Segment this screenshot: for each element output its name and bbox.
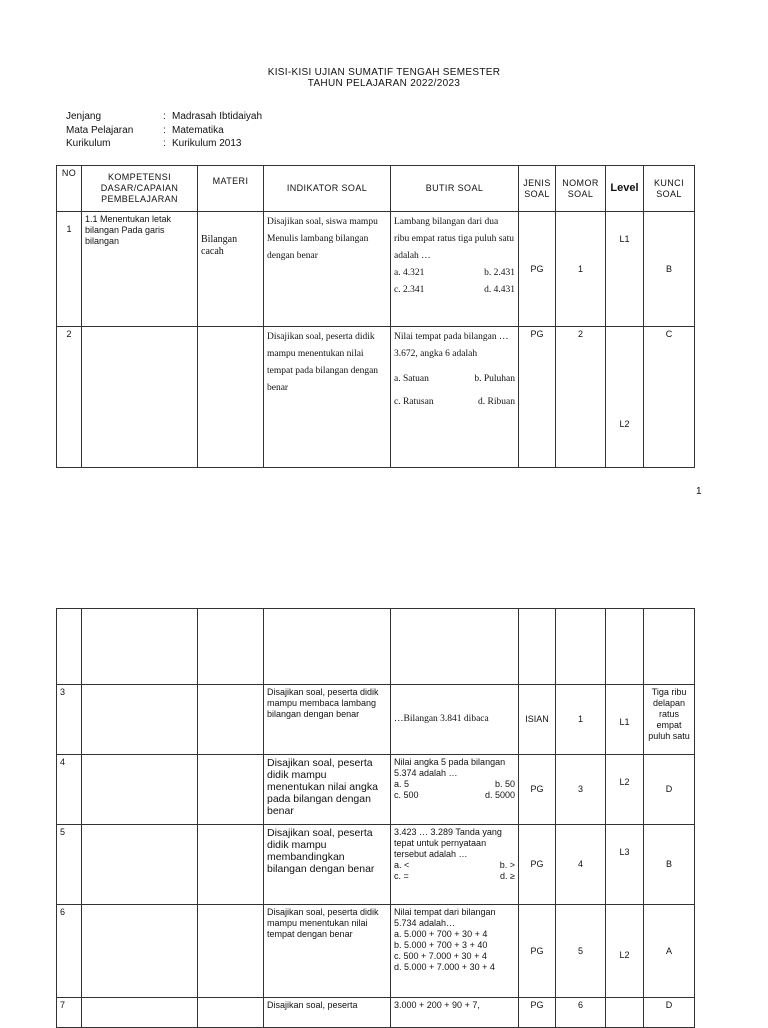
option-a: a. 5.000 + 700 + 30 + 4 bbox=[394, 929, 488, 939]
col-header-level: Level bbox=[606, 166, 644, 212]
option-d: d. ≥ bbox=[500, 871, 515, 881]
question-text: 3.423 … 3.289 Tanda yang tepat untuk pernyataan tersebut adalah … bbox=[394, 827, 502, 859]
cell-jenis: PG bbox=[519, 327, 556, 468]
option-c: c. Ratusan bbox=[394, 397, 434, 407]
table-row bbox=[57, 825, 695, 905]
cell-nomor: 3 bbox=[556, 755, 606, 825]
table-row bbox=[57, 212, 695, 327]
cell-jenis: PG bbox=[519, 825, 556, 905]
cell-butir bbox=[391, 825, 519, 905]
cell-kunci: C bbox=[644, 327, 695, 468]
cell-nomor: 4 bbox=[556, 825, 606, 905]
option-c: c. = bbox=[394, 871, 409, 881]
cell-empty bbox=[82, 609, 198, 685]
cell-jenis: ISIAN bbox=[519, 685, 556, 755]
col-header-indikator: INDIKATOR SOAL bbox=[264, 166, 391, 212]
option-a: a. 5 bbox=[394, 779, 410, 789]
cell-materi bbox=[198, 755, 264, 825]
option-c: c. 500 + 7.000 + 30 + 4 bbox=[394, 951, 487, 961]
cell-empty bbox=[57, 609, 82, 685]
cell-kompetensi bbox=[82, 825, 198, 905]
meta-value: Madrasah Ibtidaiyah bbox=[172, 111, 263, 122]
meta-separator: : bbox=[163, 111, 166, 122]
cell-level: L2 bbox=[606, 905, 644, 998]
options-ab bbox=[394, 860, 515, 871]
cell-butir: 3.000 + 200 + 90 + 7, bbox=[391, 998, 519, 1028]
kisi-kisi-table-page2 bbox=[56, 608, 695, 1028]
option-d: d. 4.431 bbox=[484, 285, 515, 295]
cell-materi bbox=[198, 685, 264, 755]
cell-no: 7 bbox=[57, 998, 82, 1028]
cell-kompetensi bbox=[82, 905, 198, 998]
cell-nomor: 1 bbox=[556, 212, 606, 327]
cell-indikator: Disajikan soal, peserta didik mampu membandingkan bilangan dengan benar bbox=[264, 825, 391, 905]
cell-level: L2 bbox=[606, 327, 644, 468]
cell-no: 4 bbox=[57, 755, 82, 825]
option-c: c. 500 bbox=[394, 790, 419, 800]
cell-kompetensi: 1.1 Menentukan letak bilangan Pada garis bilangan bbox=[82, 212, 198, 327]
cell-level bbox=[606, 998, 644, 1028]
cell-jenis: PG bbox=[519, 755, 556, 825]
cell-butir bbox=[391, 905, 519, 998]
cell-no: 5 bbox=[57, 825, 82, 905]
options-cd bbox=[394, 790, 515, 801]
meta-label: Mata Pelajaran bbox=[66, 125, 134, 136]
meta-value: Kurikulum 2013 bbox=[172, 138, 242, 149]
cell-kompetensi bbox=[82, 327, 198, 468]
cell-materi bbox=[198, 998, 264, 1028]
cell-indikator: Disajikan soal, peserta bbox=[264, 998, 391, 1028]
option-d: d. 5000 bbox=[484, 790, 515, 800]
cell-empty bbox=[644, 609, 695, 685]
cell-kunci: D bbox=[644, 998, 695, 1028]
cell-indikator: Disajikan soal, peserta didik mampu menentukan nilai tempat dengan benar bbox=[264, 905, 391, 998]
kisi-kisi-table-page1 bbox=[56, 165, 695, 468]
cell-empty bbox=[519, 609, 556, 685]
table-row bbox=[57, 327, 695, 468]
cell-indikator: Disajikan soal, peserta didik mampu menentukan nilai angka pada bilangan dengan benar bbox=[264, 755, 391, 825]
cell-jenis: PG bbox=[519, 905, 556, 998]
option-b: b. Puluhan bbox=[474, 374, 515, 384]
cell-no: 2 bbox=[57, 327, 82, 468]
cell-indikator: Disajikan soal, siswa mampu Menulis lambang bilangan dengan benar bbox=[264, 212, 391, 327]
cell-kompetensi bbox=[82, 685, 198, 755]
options-cd bbox=[394, 394, 515, 411]
cell-empty bbox=[198, 609, 264, 685]
cell-indikator: Disajikan soal, peserta didik mampu membaca lambang bilangan dengan benar bbox=[264, 685, 391, 755]
cell-kunci: B bbox=[644, 825, 695, 905]
option-d: d. Ribuan bbox=[478, 397, 515, 407]
options-ab bbox=[394, 265, 515, 282]
question-text: Nilai tempat pada bilangan …3.672, angka 6 adalah bbox=[394, 332, 509, 359]
cell-empty bbox=[606, 609, 644, 685]
option-b: b. > bbox=[499, 860, 515, 870]
col-header-materi: MATERI bbox=[198, 166, 264, 212]
cell-nomor: 2 bbox=[556, 327, 606, 468]
options-cd bbox=[394, 282, 515, 299]
cell-butir bbox=[391, 327, 519, 468]
meta-value: Matematika bbox=[172, 125, 224, 136]
meta-label: Jenjang bbox=[66, 111, 102, 122]
cell-materi: Bilangan cacah bbox=[198, 212, 264, 327]
option-a: a. 4.321 bbox=[394, 268, 425, 278]
question-text: Nilai angka 5 pada bilangan 5.374 adalah … bbox=[394, 757, 506, 778]
col-header-nomor: NOMOR SOAL bbox=[556, 166, 606, 212]
meta-label: Kurikulum bbox=[66, 138, 111, 149]
cell-kompetensi bbox=[82, 755, 198, 825]
table-row bbox=[57, 905, 695, 998]
page-number: 1 bbox=[696, 486, 702, 497]
cell-level: L1 bbox=[606, 685, 644, 755]
option-a: a. Satuan bbox=[394, 374, 429, 384]
cell-butir bbox=[391, 755, 519, 825]
table-row bbox=[57, 998, 695, 1028]
cell-butir: …Bilangan 3.841 dibaca bbox=[391, 685, 519, 755]
cell-nomor: 1 bbox=[556, 685, 606, 755]
col-header-kunci: KUNCI SOAL bbox=[644, 166, 695, 212]
table-row bbox=[57, 685, 695, 755]
options-ab bbox=[394, 779, 515, 790]
cell-no: 6 bbox=[57, 905, 82, 998]
table-row-empty bbox=[57, 609, 695, 685]
cell-nomor: 6 bbox=[556, 998, 606, 1028]
option-a: a. < bbox=[394, 860, 410, 870]
cell-empty bbox=[391, 609, 519, 685]
question-text: Nilai tempat dari bilangan 5.734 adalah… bbox=[394, 907, 496, 928]
meta-separator: : bbox=[163, 125, 166, 136]
cell-kunci: D bbox=[644, 755, 695, 825]
cell-nomor: 5 bbox=[556, 905, 606, 998]
cell-indikator: Disajikan soal, peserta didik mampu menentukan nilai tempat pada bilangan dengan benar bbox=[264, 327, 391, 468]
table-header-row bbox=[57, 166, 695, 212]
cell-empty bbox=[556, 609, 606, 685]
cell-kunci: A bbox=[644, 905, 695, 998]
table-row bbox=[57, 755, 695, 825]
option-b: b. 5.000 + 700 + 3 + 40 bbox=[394, 940, 488, 950]
options-ab bbox=[394, 371, 515, 388]
cell-no: 3 bbox=[57, 685, 82, 755]
cell-materi bbox=[198, 327, 264, 468]
cell-jenis: PG bbox=[519, 212, 556, 327]
cell-jenis: PG bbox=[519, 998, 556, 1028]
option-b: b. 2.431 bbox=[484, 268, 515, 278]
col-header-kompetensi: KOMPETENSI DASAR/CAPAIAN PEMBELAJARAN bbox=[82, 166, 198, 212]
meta-separator: : bbox=[163, 138, 166, 149]
cell-kunci: Tiga ribu delapan ratus empat puluh satu bbox=[644, 685, 695, 755]
document-title: KISI-KISI UJIAN SUMATIF TENGAH SEMESTER bbox=[267, 67, 501, 78]
question-text: Lambang bilangan dari dua ribu empat ratus tiga puluh satu adalah … bbox=[394, 217, 515, 261]
col-header-butir: BUTIR SOAL bbox=[391, 166, 519, 212]
option-b: b. 50 bbox=[494, 779, 515, 789]
col-header-jenis: JENIS SOAL bbox=[519, 166, 556, 212]
cell-materi bbox=[198, 905, 264, 998]
cell-no: 1 bbox=[57, 212, 82, 327]
cell-kunci: B bbox=[644, 212, 695, 327]
option-c: c. 2.341 bbox=[394, 285, 425, 295]
option-d: d. 5.000 + 7.000 + 30 + 4 bbox=[394, 962, 495, 972]
cell-kompetensi bbox=[82, 998, 198, 1028]
col-header-no: NO bbox=[57, 166, 82, 212]
cell-empty bbox=[264, 609, 391, 685]
cell-level: L1 bbox=[606, 212, 644, 327]
document-subtitle: TAHUN PELAJARAN 2022/2023 bbox=[307, 78, 461, 89]
cell-butir bbox=[391, 212, 519, 327]
cell-level: L3 bbox=[606, 825, 644, 905]
options-cd bbox=[394, 871, 515, 882]
cell-level: L2 bbox=[606, 755, 644, 825]
cell-materi bbox=[198, 825, 264, 905]
